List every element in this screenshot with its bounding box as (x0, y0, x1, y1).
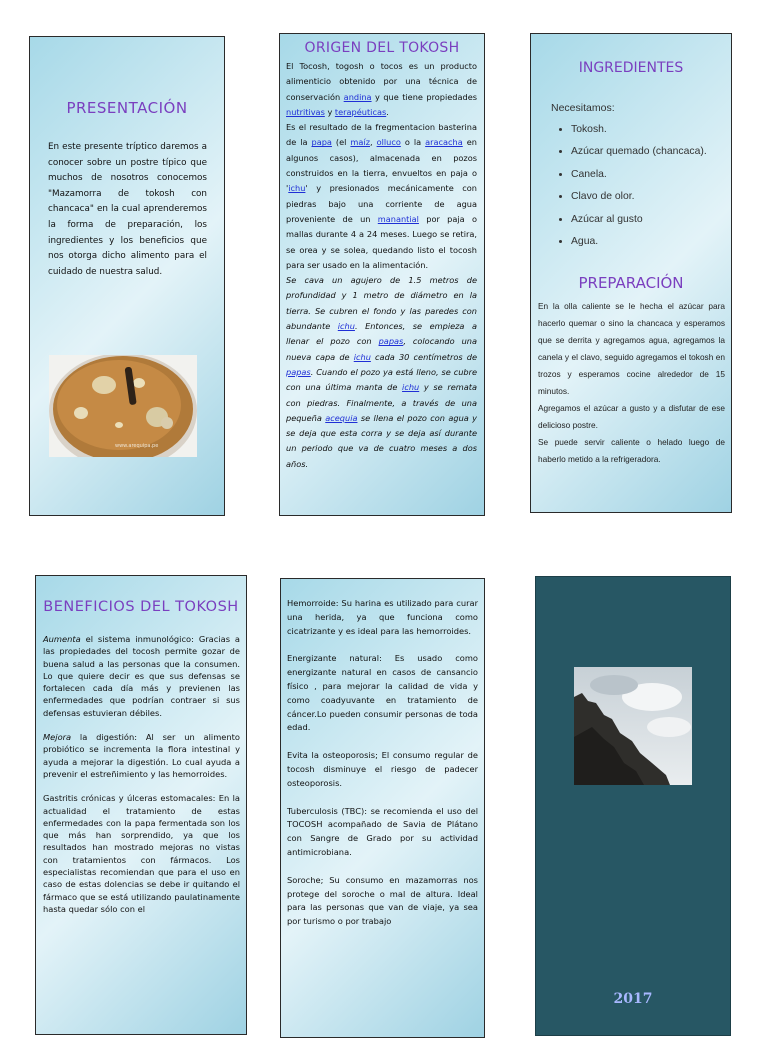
ingredientes-title: INGREDIENTES (578, 60, 684, 76)
soup-photo-caption: www.arequipa.pe (115, 443, 159, 449)
link-ichu[interactable]: ichu (402, 382, 420, 393)
link-papa[interactable]: papa (311, 137, 332, 148)
origen-paragraph-1: El Tocosh, togosh o tocos es un producto alimenticio obtenido por una técnica de conservación andina y que tiene propiedades nutritivas y terapéuticas. (286, 61, 478, 117)
list-item: • Tokosh. (571, 124, 731, 146)
beneficio-paragraph: Mejora la digestión: Al ser un alimento probiótico se incrementa la flora intestinal y ayuda a mejorar la digestión. Lo cual ayuda a prevenir el estreñimiento y las hemorroides. (43, 732, 240, 779)
origen-paragraph-2: Es el resultado de la fregmentacion basterina de la papa (el maíz, olluco o la aracacha en algunos casos), almacenada en pozos construidos en la tierra, envueltos en paja o 'ichu' y presionados mecánicamente con piedras bajo una corriente de agua proveniente de un manantial por paja o mallas durante 4 a 24 meses. Luego se retira, se orea y se solea, quedando listo el tocosh para ser usado en la alimentación. (286, 122, 477, 270)
origen-title: ORIGEN DEL TOKOSH (304, 40, 460, 56)
beneficio-paragraph: Energizante natural: Es usado como energizante natural en casos de cansancio físico , para mejorar la calidad de vida y como coadyuvante en tratamiento de cáncer.Lo pueden consumir personas de toda edad. (287, 653, 478, 733)
ingredientes-intro: Necesitamos: (551, 102, 615, 114)
list-item: • Clavo de olor. (571, 191, 731, 213)
cliff-sky-photo (574, 667, 692, 785)
preparacion-step: Se puede servir caliente o helado luego de haberlo metido a la refrigeradora. (538, 437, 725, 465)
link-acequia[interactable]: acequia (325, 412, 358, 423)
list-item: • Azúcar quemado (chancaca). (571, 146, 731, 168)
link-papas[interactable]: papas (378, 336, 404, 347)
list-item: • Azúcar al gusto (571, 214, 731, 236)
link-andina[interactable]: andina (343, 91, 372, 102)
link-papas[interactable]: papas (286, 366, 311, 377)
preparacion-text (538, 298, 725, 468)
ingredientes-list (531, 124, 731, 258)
panel-presentacion (29, 36, 225, 516)
beneficio-paragraph: Aumenta el sistema inmunológico: Gracias a las propiedades del tocosh permite gozar de buena salud a las personas que la consumen. Lo que quiere decir es que sus defensas se fortalecen cada día más y previenen las enfermedades que podrían contraer si sus defensas estuvieran débiles. (43, 634, 240, 718)
preparacion-step: En la olla caliente se le hecha el azúcar para hacerlo quemar o sino la chancaca y esperamos que se derrita y agregamos agua, agregamos la canela y el clavo, seguido agregamos el tokosh en trozos y esperamos cocine alrededor de 15 minutos. (538, 301, 725, 397)
panel-origen (279, 33, 485, 516)
link-olluco[interactable]: olluco (376, 137, 401, 148)
link-terapeuticas[interactable]: terapéuticas (334, 106, 387, 117)
beneficio-paragraph: Gastritis crónicas y úlceras estomacales: En la actualidad el tratamiento de estas enfermedades con la papa fermentada son los que más han sorprendido, ya que los resultados han mostrado mejoras no vistas con tratamientos con fármacos. Los especialistas recomiendan que para el uso en caso de estas dolencias se debe ir quitando el fármaco que se está utilizando paulatinamente hasta quedar sólo con el (43, 793, 240, 914)
beneficios-title: BENEFICIOS DEL TOKOSH (43, 599, 239, 615)
list-item: • Agua. (571, 236, 731, 258)
link-maiz[interactable]: maíz (350, 137, 370, 148)
preparacion-step: Agregamos el azúcar a gusto y a disfutar de ese delicioso postre. (538, 403, 725, 431)
panel-portada (535, 576, 731, 1036)
origen-paragraph-3: Se cava un agujero de 1.5 metros de profundidad y 1 metro de diámetro en la tierra. Se cubren el fondo y las paredes con abundante ichu. Entonces, se empieza a llenar el pozo con papas, colocando una nueva capa de ichu cada 30 centímetros de papas. Cuando el pozo ya está lleno, se cubre con una última manta de ichu y se remata con piedras. Finalmente, a través de una pequeña acequia se llena el pozo con agua y se deja que esta corra y se deja así durante un periodo que va de cuatro meses a dos años. (286, 275, 478, 469)
panel-mas-beneficios (280, 578, 485, 1038)
panel-beneficios (35, 575, 247, 1035)
presentacion-title: PRESENTACIÓN (66, 99, 188, 117)
origen-text (286, 59, 477, 472)
link-ichu[interactable]: ichu (337, 321, 355, 332)
mas-beneficios-text (287, 597, 478, 929)
beneficios-text (43, 633, 240, 915)
panel-ingredientes (530, 33, 732, 513)
beneficio-paragraph: Soroche; Su consumo en mazamorras nos protege del soroche o mal de altura. Ideal para las personas que van de viaje, ya sea por turismo o por trabajo (287, 874, 478, 927)
link-ichu[interactable]: ichu (353, 351, 371, 362)
link-aracacha[interactable]: aracacha (425, 137, 463, 148)
link-manantial[interactable]: manantial (377, 213, 419, 224)
presentacion-text: En este presente tríptico daremos a conocer sobre un postre típico que muchos de nosotros conocemos "Mazamorra de tokosh con chancaca" en la cual aprenderemos la forma de preparación, los ingredientes y los beneficios que nos otorga dicho alimento para el cuidado de nuestra salud. (48, 142, 207, 277)
link-nutritivas[interactable]: nutritivas (286, 106, 325, 117)
beneficio-paragraph: Tuberculosis (TBC): se recomienda el uso del TOCOSH acompañado de Savia de Plátano con Sangre de Grado por su actividad antimicrobiana. (287, 805, 478, 857)
cover-year: 2017 (613, 991, 653, 1007)
preparacion-title: PREPARACIÓN (578, 274, 684, 293)
beneficio-paragraph: Evita la osteoporosis; El consumo regular de tocosh disminuye el riesgo de padecer osteoporosis. (287, 750, 478, 788)
soup-bowl-photo (49, 355, 197, 457)
beneficio-paragraph: Hemorroide: Su harina es utilizado para curar una herida, ya que funciona como cicatrizante y es ideal para las hemorroides. (287, 598, 478, 636)
list-item: • Canela. (571, 169, 731, 191)
link-ichu[interactable]: ichu (288, 183, 306, 194)
